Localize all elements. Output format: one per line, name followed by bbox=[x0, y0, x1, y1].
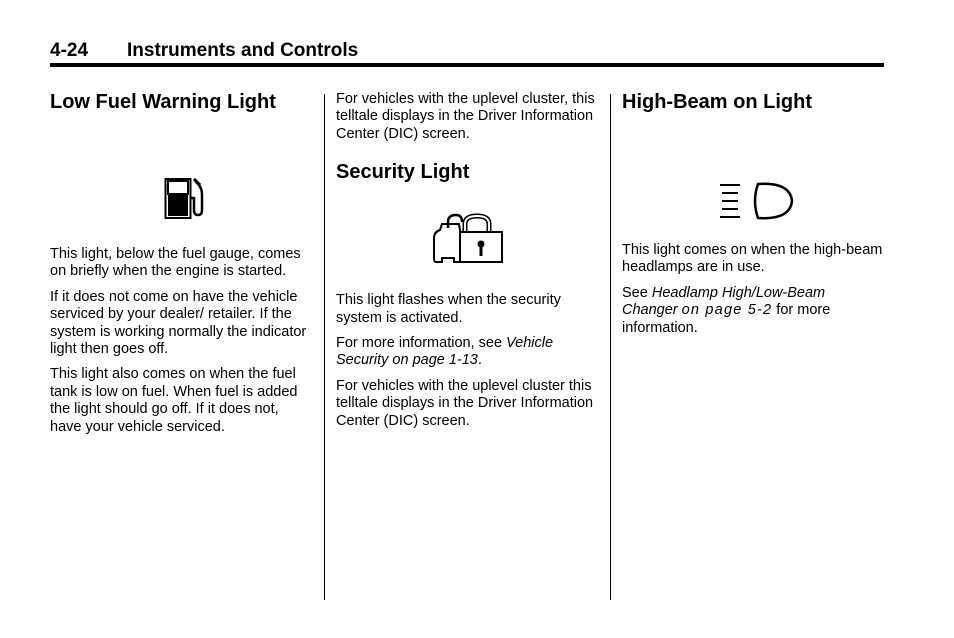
low-fuel-paragraph-1: This light, below the fuel gauge, comes on briefly when the engine is started. bbox=[50, 246, 301, 280]
section-title: Instruments and Controls bbox=[127, 40, 359, 61]
column-security bbox=[336, 90, 600, 430]
high-beam-paragraph-1: This light comes on when the high-beam headlamps are in use. bbox=[622, 242, 883, 276]
security-paragraph-1: This light flashes when the security system is activated. bbox=[336, 292, 561, 326]
high-beam-paragraph-2: See Headlamp High/Low-Beam Changer on page 5-2 for more information. bbox=[622, 284, 831, 336]
column-high-beam bbox=[622, 90, 884, 337]
vehicle-security-reference[interactable]: Vehicle Security on page 1-13 bbox=[336, 335, 554, 369]
low-fuel-paragraph-2: If it does not come on have the vehicle serviced by your dealer/ retailer. If the system is working normally the indicator light then goes off. bbox=[50, 288, 307, 358]
column-low-fuel bbox=[50, 90, 312, 436]
uplevel-cluster-note-bottom: For vehicles with the uplevel cluster this telltale displays in the Driver Information Center (DIC) screen. bbox=[336, 377, 594, 429]
high-beam-heading: High-Beam on Light bbox=[622, 91, 812, 113]
page-number: 4-24 bbox=[50, 40, 89, 61]
security-lock-icon bbox=[336, 184, 600, 292]
page-header bbox=[50, 38, 884, 66]
column-divider-1 bbox=[324, 94, 325, 600]
security-paragraph-2: For more information, see Vehicle Security on page 1-13. bbox=[336, 335, 554, 369]
low-fuel-heading: Low Fuel Warning Light bbox=[50, 91, 276, 113]
header-rule bbox=[50, 63, 884, 67]
high-beam-icon bbox=[622, 114, 884, 242]
uplevel-cluster-note-top: For vehicles with the uplevel cluster, this telltale displays in the Driver Information Center (DIC) screen. bbox=[336, 91, 595, 142]
security-light-heading: Security Light bbox=[336, 161, 470, 184]
headlamp-changer-reference[interactable]: Headlamp High/Low-Beam Changer on page 5-2 bbox=[622, 284, 826, 319]
low-fuel-paragraph-3: This light also comes on when the fuel tank is low on fuel. When fuel is added the light should go off. If it does not, have your vehicle serviced. bbox=[50, 366, 298, 435]
fuel-pump-icon bbox=[50, 114, 312, 242]
column-divider-2 bbox=[610, 94, 611, 600]
